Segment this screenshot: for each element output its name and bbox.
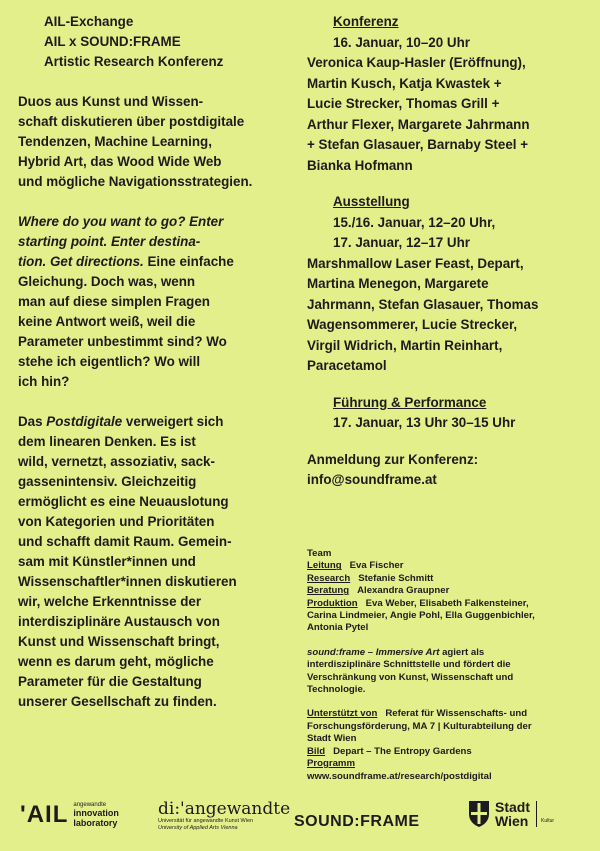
ausstellung-people-line: Martina Menegon, Margarete	[307, 276, 489, 291]
team-row-leitung	[307, 560, 592, 572]
konferenz-date: 16. Januar, 10–20 Uhr	[333, 34, 470, 50]
fuehrung-section	[307, 393, 592, 434]
anmeldung-email[interactable]: info@soundframe.at	[307, 472, 437, 487]
intro-line: schaft diskutieren über postdigitale	[18, 114, 245, 129]
postdigital-paragraph	[18, 412, 300, 712]
team-heading: Team	[307, 548, 332, 559]
team-value: Eva Weber, Elisabeth Falkensteiner,	[365, 597, 529, 609]
konferenz-people-line: Bianka Hofmann	[307, 157, 413, 173]
question-italic: tion. Get directions.	[18, 254, 144, 269]
postdigital-line: wenn es darum geht, mögliche	[18, 654, 214, 669]
team-value: Stefanie Schmitt	[358, 572, 434, 584]
credits-block	[307, 708, 592, 782]
konferenz-people-line: + Stefan Glasauer, Barnaby Steel +	[307, 137, 529, 152]
credits-support-row	[307, 708, 592, 720]
fuehrung-title: Führung & Performance	[333, 394, 487, 410]
ail-mark: 'AIL	[20, 801, 69, 828]
ausstellung-people-line: Marshmallow Laser Feast, Depart,	[307, 255, 524, 271]
stadt-wien-logo	[468, 800, 554, 828]
ausstellung-section	[307, 192, 592, 377]
ail-small: angewandte	[73, 802, 107, 808]
postdigital-line: wild, vernetzt, assoziativ, sack-	[18, 454, 215, 469]
team-value-line: Antonia Pytel	[307, 622, 369, 634]
intro-paragraph	[18, 92, 300, 192]
ausstellung-people-line: Virgil Widrich, Martin Reinhart,	[307, 337, 503, 353]
intro-line: Hybrid Art, das Wood Wide Web	[18, 154, 222, 169]
team-value-line: Carina Lindmeier, Angie Pohl, Ella Guggenbichler,	[307, 610, 535, 622]
ausstellung-date: 17. Januar, 12–17 Uhr	[333, 235, 470, 250]
credits-bild-row	[307, 746, 592, 758]
about-line: Verschränkung von Kunst, Wissenschaft und	[307, 671, 514, 683]
question-line: Gleichung. Doch was, wenn	[18, 274, 196, 289]
header-line-1: AIL-Exchange	[44, 14, 134, 29]
about-line	[307, 647, 592, 659]
question-line: Parameter unbestimmt sind? Wo	[18, 334, 227, 349]
konferenz-title: Konferenz	[333, 14, 399, 29]
postdigital-line: von Kategorien und Prioritäten	[18, 514, 215, 529]
ausstellung-people-line: Paracetamol	[307, 358, 387, 373]
question-rest: Eine einfache	[143, 254, 234, 269]
anmeldung-section	[307, 450, 592, 491]
postdigital-line: Kunst und Wissenschaft bringt,	[18, 634, 220, 649]
ail-logo	[20, 802, 119, 828]
ail-line: innovation	[73, 808, 119, 818]
about-rest: agiert als	[439, 646, 485, 658]
anmeldung-label: Anmeldung zur Konferenz:	[307, 451, 479, 467]
team-value: Alexandra Graupner	[357, 585, 450, 597]
ail-line: laboratory	[73, 817, 118, 828]
konferenz-section	[307, 12, 592, 176]
postdigital-line: und schafft damit Raum. Gemein-	[18, 534, 232, 549]
team-row-research	[307, 573, 592, 585]
credits-value: Depart – The Entropy Gardens	[333, 745, 472, 757]
question-paragraph	[18, 212, 300, 392]
wien-kultur: Kultur	[541, 818, 555, 824]
wien-divider	[536, 801, 537, 827]
question-line: stehe ich eigentlich? Wo will	[18, 354, 201, 369]
postdigital-term: Postdigitale	[46, 414, 123, 429]
ausstellung-people-line: Jahrmann, Stefan Glasauer, Thomas	[307, 296, 539, 312]
question-line: keine Antwort weiß, weil die	[18, 314, 196, 329]
postdigital-line: Wissenschaftler*innen diskutieren	[18, 574, 237, 589]
angewandte-mark: di:'angewandte	[158, 799, 291, 819]
postdigital-line: interdisziplinäre Austausch von	[18, 614, 220, 629]
about-line: interdisziplinäre Schnittstelle und fördert die	[307, 659, 511, 671]
credits-label: Unterstützt von	[307, 708, 378, 720]
konferenz-people-line: Lucie Strecker, Thomas Grill +	[307, 96, 500, 111]
angewandte-sub: Universität für angewandte Kunst Wien	[158, 818, 254, 824]
question-line: Where do you want to go? Enter	[18, 214, 224, 229]
postdigital-line	[18, 412, 300, 432]
header-line-2: AIL x SOUND:FRAME	[44, 34, 181, 49]
intro-line: Tendenzen, Machine Learning,	[18, 134, 212, 149]
credits-label: Programm	[307, 758, 355, 770]
postdigital-line: unserer Gesellschaft zu finden.	[18, 694, 217, 709]
postdigital-line: dem linearen Denken. Es ist	[18, 434, 196, 449]
team-label: Beratung	[307, 585, 350, 597]
header-line-3: Artistic Research Konferenz	[44, 54, 224, 69]
wien-line: Wien	[495, 813, 529, 829]
postdigital-line: gassenintensiv. Gleichzeitig	[18, 474, 197, 489]
postdigital-line: wir, welche Erkenntnisse der	[18, 594, 202, 609]
ausstellung-title: Ausstellung	[333, 194, 410, 209]
about-block	[307, 647, 592, 697]
postdigital-line: Parameter für die Gestaltung	[18, 674, 202, 689]
left-column	[18, 12, 300, 732]
ausstellung-date: 15./16. Januar, 12–20 Uhr,	[333, 214, 496, 230]
event-header	[18, 12, 300, 72]
team-value: Eva Fischer	[349, 560, 404, 572]
credits-value: Referat für Wissenschafts- und	[385, 708, 528, 720]
about-line: Technologie.	[307, 684, 366, 696]
intro-line: Duos aus Kunst und Wissen-	[18, 94, 204, 109]
team-block	[307, 548, 592, 635]
credits-value-line: Forschungsförderung, MA 7 | Kulturabteilung der	[307, 720, 532, 732]
team-row-produktion	[307, 598, 592, 610]
ail-wordmark	[73, 802, 119, 828]
team-label: Research	[307, 572, 351, 584]
soundframe-logo: SOUND:FRAME	[294, 813, 420, 830]
team-label: Leitung	[307, 560, 342, 572]
postdigital-pre: Das	[18, 414, 47, 429]
team-row-beratung	[307, 585, 592, 597]
konferenz-people-line: Arthur Flexer, Margarete Jahrmann	[307, 116, 530, 132]
wien-wordmark	[495, 800, 530, 828]
question-line: man auf diese simplen Fragen	[18, 294, 210, 309]
credits-label: Bild	[307, 745, 326, 757]
postdigital-line: sam mit Künstler*innen und	[18, 554, 196, 569]
credits-value-line: Stadt Wien	[307, 733, 357, 745]
question-line: starting point. Enter destina-	[18, 234, 201, 249]
angewandte-sub: University of Applied Arts Vienna	[158, 825, 238, 831]
wien-shield-icon	[468, 800, 490, 828]
about-italic: sound:frame – Immersive Art	[307, 646, 440, 658]
right-column	[307, 12, 592, 507]
logo-bar	[0, 796, 600, 846]
postdigital-post: verweigert sich	[122, 414, 224, 429]
question-line: ich hin?	[18, 374, 70, 389]
intro-line: und mögliche Navigationsstrategien.	[18, 174, 253, 189]
ausstellung-people-line: Wagensommerer, Lucie Strecker,	[307, 317, 518, 332]
fuehrung-date: 17. Januar, 13 Uhr 30–15 Uhr	[333, 415, 516, 430]
wien-line: Stadt	[495, 799, 530, 815]
question-line	[18, 252, 300, 272]
konferenz-people-line: Martin Kusch, Katja Kwastek +	[307, 75, 502, 91]
postdigital-line: ermöglicht es eine Neuauslotung	[18, 494, 229, 509]
konferenz-people-line: Veronica Kaup-Hasler (Eröffnung),	[307, 55, 526, 70]
team-label: Produktion	[307, 597, 358, 609]
programm-link[interactable]: www.soundframe.at/research/postdigital	[307, 770, 492, 782]
small-print	[307, 548, 592, 783]
angewandte-logo	[158, 800, 290, 832]
